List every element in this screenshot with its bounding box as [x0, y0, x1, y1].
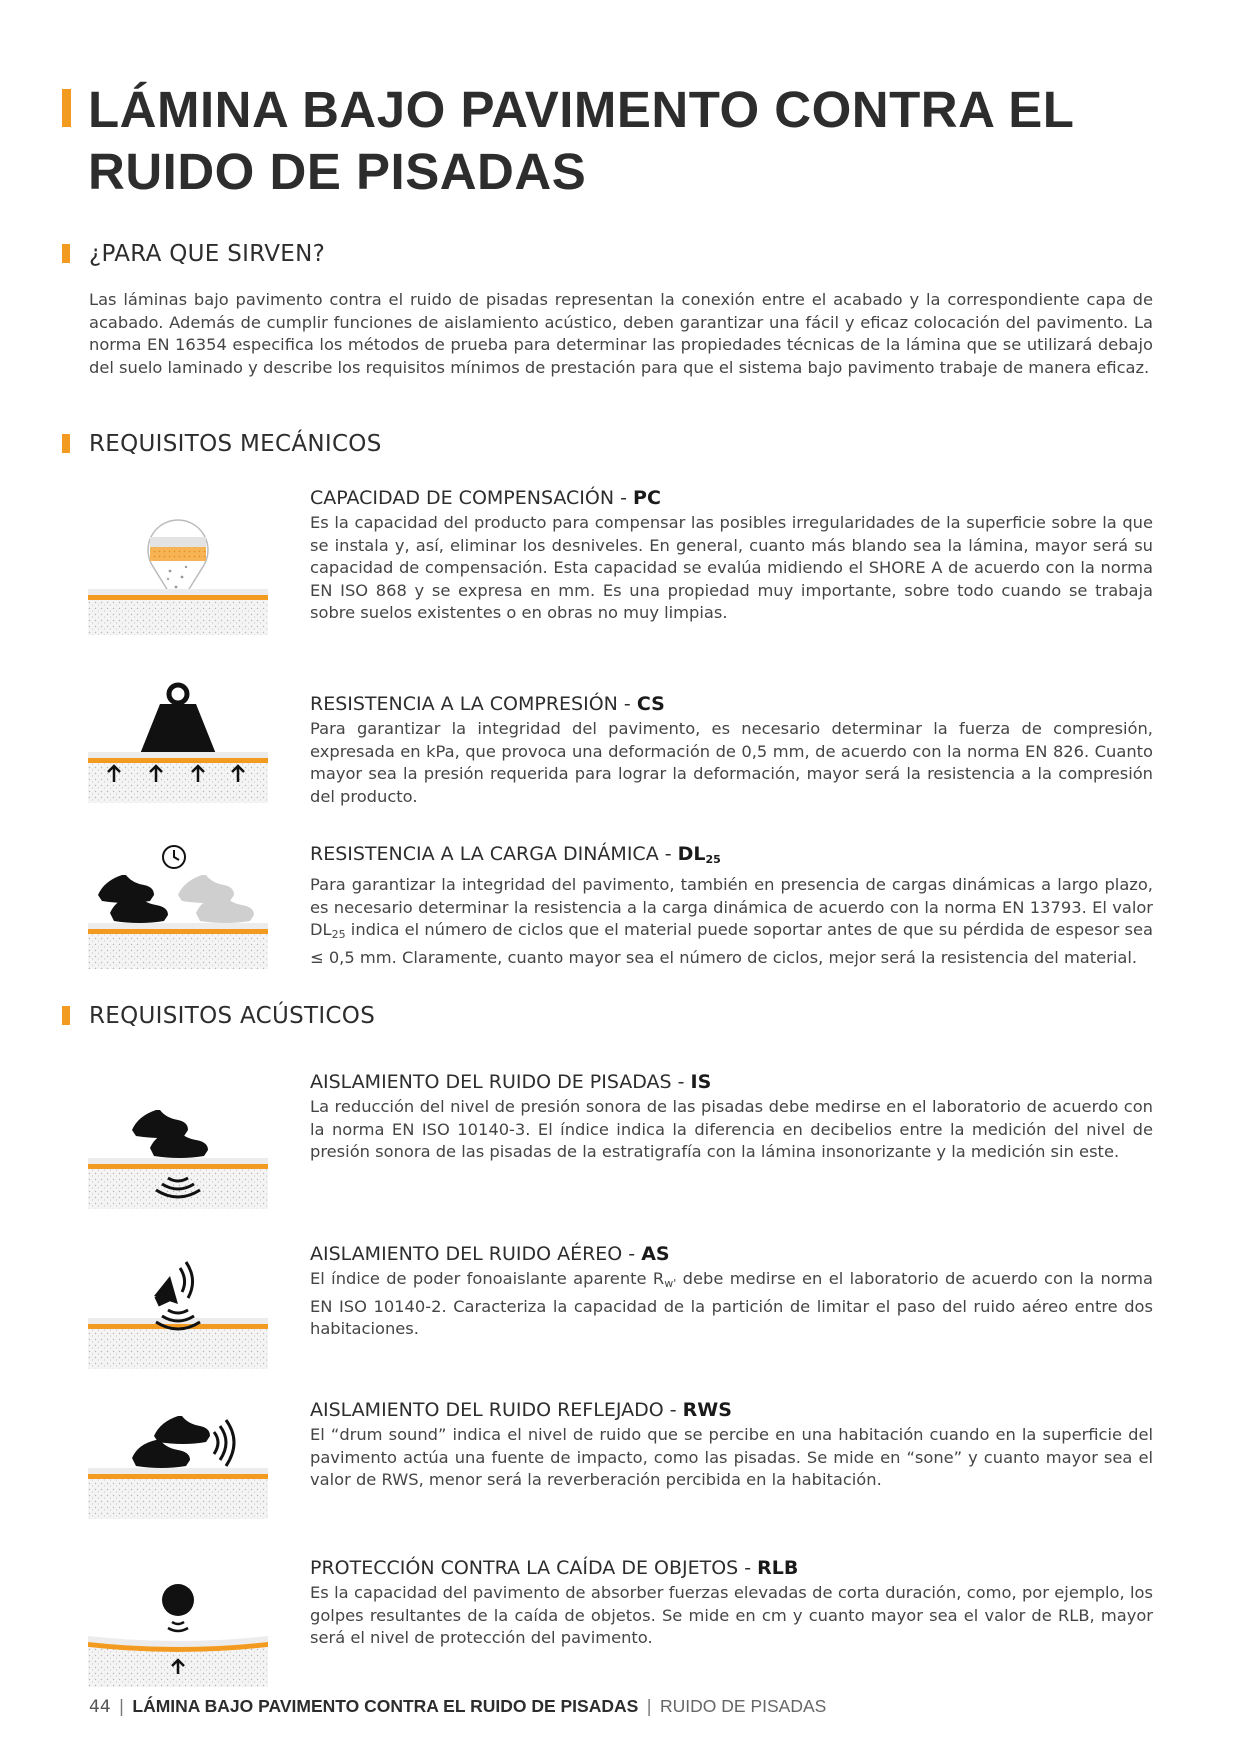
item-text-rws: El “drum sound” indica el nivel de ruido que se percibe en una habitación cuando en la superficie del pavimento actúa una fuente de impacto, como las pisadas. Se mide en “sone” y cuanto mayor sea el valor de RWS, menor será la reverberación percibida en la habitación. [310, 1425, 1153, 1489]
item-title-is: AISLAMIENTO DEL RUIDO DE PISADAS - IS [310, 1071, 712, 1093]
section-accent-bar [62, 1006, 70, 1025]
item-text-as: El índice de poder fonoaislante aparente $R_{w'}$ debe medirse en el laboratorio de acuerdo con la norma EN ISO 10140-2. Caracteriza la capacidad de la partición de limitar el paso del ruido aéreo entre dos habitaciones. [310, 1269, 1154, 1338]
item-text-rlb: Es la capacidad del pavimento de absorber fuerzas elevadas de corta duración, como, por ejemplo, los golpes resultantes de la caída de objetos. Se mide en cm y cuanto mayor sea el valor de RLB, mayor será el nivel de protección del pavimento. [310, 1583, 1153, 1647]
compensation-icon [88, 505, 268, 655]
section-accent-bar [62, 434, 70, 453]
page-number: 44 [89, 1697, 111, 1717]
falling-object-icon [88, 1555, 268, 1705]
item-title-cs: RESISTENCIA A LA COMPRESIÓN - CS [310, 693, 665, 715]
airborne-noise-icon [88, 1245, 268, 1395]
section-heading-para-que: ¿PARA QUE SIRVEN? [89, 241, 326, 267]
footer-chapter: LÁMINA BAJO PAVIMENTO CONTRA EL RUIDO DE PISADAS [132, 1696, 639, 1716]
item-text-dl25: Para garantizar la integridad del pavimento, también en presencia de cargas dinámicas a largo plazo, es necesario determinar la resistencia a la carga dinámica de acuerdo con la norma EN 13793. El valor $DL_{25}$ indica el número de ciclos que el material puede soportar antes de que su pérdida de espesor sea ≤ 0,5 mm. Claramente, cuanto mayor sea el número de ciclos, mejor será la resistencia del material. [310, 875, 1153, 967]
item-title-dl25: RESISTENCIA A LA CARGA DINÁMICA - $DL_{25}$ [310, 843, 721, 866]
section-accent-bar [62, 244, 70, 263]
page-title-line-2: RUIDO DE PISADAS [88, 143, 587, 200]
page-footer [89, 1695, 826, 1718]
item-title-rws: AISLAMIENTO DEL RUIDO REFLEJADO - RWS [310, 1399, 732, 1421]
footstep-noise-icon [88, 1085, 268, 1235]
item-title-rlb: PROTECCIÓN CONTRA LA CAÍDA DE OBJETOS - RLB [310, 1557, 799, 1579]
section-heading-mecanicos: REQUISITOS MECÁNICOS [89, 431, 382, 457]
weight-icon [88, 670, 268, 820]
page-title-line-1: LÁMINA BAJO PAVIMENTO CONTRA EL [88, 81, 1075, 138]
item-text-cs: Para garantizar la integridad del pavimento, es necesario determinar la fuerza de compresión, expresada en kPa, que provoca una deformación de 0,5 mm, de acuerdo con la norma EN 826. Cuanto mayor sea la presión requerida para lograr la deformación, mayor será la resistencia a la compresión del producto. [310, 719, 1153, 806]
dynamic-load-icon [88, 835, 268, 985]
footer-separator: | [646, 1697, 653, 1717]
section-heading-acusticos: REQUISITOS ACÚSTICOS [89, 1003, 376, 1029]
title-accent-bar [62, 89, 71, 127]
item-title-pc: CAPACIDAD DE COMPENSACIÓN - PC [310, 487, 661, 509]
item-text-pc: Es la capacidad del producto para compensar las posibles irregularidades de la superficie sobre la que se instala y, así, eliminar los desniveles. En general, cuanto más blando sea la lámina, mayor será su capacidad de compensación. Esta capacidad se evalúa midiendo el SHORE A de acuerdo con la norma EN ISO 868 y se expresa en mm. Es una propiedad muy importante, sobre todo cuando se trabaja sobre suelos existentes o en obras no muy limpias. [310, 513, 1153, 622]
item-title-as: AISLAMIENTO DEL RUIDO AÉREO - AS [310, 1243, 670, 1265]
intro-paragraph: Las láminas bajo pavimento contra el ruido de pisadas representan la conexión entre el acabado y la correspondiente capa de acabado. Además de cumplir funciones de aislamiento acústico, deben garantizar una fácil y eficaz colocación del pavimento. La norma EN 16354 especifica los métodos de prueba para determinar las propiedades técnicas de la lámina que se utilizará debajo del suelo laminado y describe los requisitos mínimos de prestación para que el sistema bajo pavimento trabaje de manera eficaz. [89, 290, 1153, 377]
footer-section: RUIDO DE PISADAS [660, 1696, 827, 1716]
reflected-noise-icon [88, 1395, 268, 1545]
item-text-is: La reducción del nivel de presión sonora de las pisadas debe medirse en el laboratorio de acuerdo con la norma EN ISO 10140-3. El índice indica la diferencia en decibelios entre la medición del nivel de presión sonora de las pisadas de la estratigrafía con la lámina insonorizante y la medición sin este. [310, 1097, 1153, 1161]
footer-separator: | [118, 1697, 125, 1717]
